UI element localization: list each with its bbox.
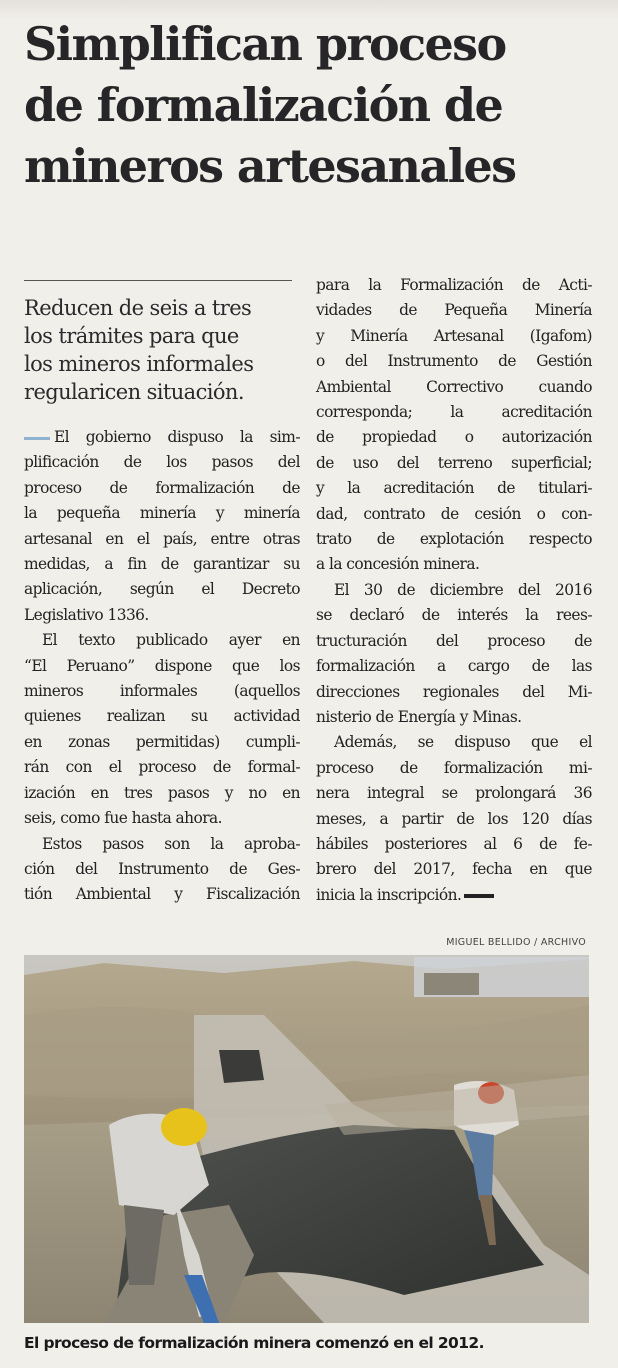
body-line: y la acreditación de titulari- bbox=[316, 479, 592, 498]
article-headline bbox=[24, 14, 604, 197]
body-line: seis, como fue hasta ahora. bbox=[24, 809, 223, 828]
body-line: trato de explotación respecto bbox=[316, 530, 592, 549]
body-line: nera integral se prolongará 36 bbox=[316, 784, 592, 803]
body-line: en zonas permitidas) cumpli- bbox=[24, 732, 300, 751]
body-line: corresponda; la acreditación bbox=[316, 403, 592, 422]
body-line: Ambiental Correctivo cuando bbox=[316, 377, 592, 396]
body-line: para la Formalización de Acti- bbox=[316, 276, 592, 294]
body-line: o del Instrumento de Gestión bbox=[316, 352, 592, 371]
deck-line: los mineros informales bbox=[24, 352, 254, 376]
body-line: ización en tres pasos y no en bbox=[24, 783, 300, 802]
deck-line: Reducen de seis a tres bbox=[24, 296, 252, 320]
body-line: tructuración del proceso de bbox=[316, 631, 592, 650]
body-line: El texto publicado ayer en bbox=[42, 631, 300, 650]
deck-divider bbox=[24, 280, 292, 281]
body-line: El gobierno dispuso la sim- bbox=[54, 428, 300, 446]
body-line: quienes realizan su actividad bbox=[24, 707, 300, 726]
body-line: Legislativo 1336. bbox=[24, 605, 149, 624]
body-column-2 bbox=[316, 273, 592, 908]
body-line: tión Ambiental y Fiscalización bbox=[24, 885, 300, 904]
distant-building bbox=[424, 973, 479, 995]
body-line: formalización a cargo de las bbox=[316, 657, 592, 676]
body-line: hábiles posteriores al 6 de fe- bbox=[316, 834, 592, 853]
body-line: plificación de los pasos del bbox=[24, 453, 300, 472]
body-line: inicia la inscripción. bbox=[316, 885, 462, 904]
headline-line: de formalización de bbox=[24, 78, 503, 132]
body-line: meses, a partir de los 120 días bbox=[316, 809, 592, 828]
body-line: de uso del terreno superficial; bbox=[316, 453, 592, 472]
body-line: rán con el proceso de formal- bbox=[24, 758, 300, 777]
body-line: de propiedad o autorización bbox=[316, 428, 592, 447]
body-line: se declaró de interés la rees- bbox=[316, 606, 592, 625]
article-deck bbox=[24, 294, 300, 406]
body-line: vidades de Pequeña Minería bbox=[316, 301, 592, 320]
photo-caption: El proceso de formalización minera comenzó en el 2012. bbox=[24, 1334, 484, 1352]
body-line: mineros informales (aquellos bbox=[24, 682, 300, 701]
photo-credit: MIGUEL BELLIDO / ARCHIVO bbox=[446, 937, 586, 948]
body-line: direcciones regionales del Mi- bbox=[316, 682, 592, 701]
mining-site-illustration bbox=[24, 955, 589, 1323]
body-line: medidas, a fin de garantizar su bbox=[24, 555, 300, 574]
body-line: El 30 de diciembre del 2016 bbox=[334, 580, 592, 599]
article-photo bbox=[24, 955, 589, 1323]
headline-line: mineros artesanales bbox=[24, 139, 516, 193]
body-line: dad, contrato de cesión o con- bbox=[316, 504, 592, 523]
yellow-helmet bbox=[161, 1108, 207, 1146]
body-line: la pequeña minería y minería bbox=[24, 504, 300, 523]
body-line: brero del 2017, fecha en que bbox=[316, 860, 592, 879]
deck-line: regularicen situación. bbox=[24, 380, 244, 404]
end-of-article-mark bbox=[464, 894, 494, 898]
body-line: y Minería Artesanal (Igafom) bbox=[316, 326, 592, 345]
body-line: nisterio de Energía y Minas. bbox=[316, 707, 522, 726]
body-line: artesanal en el país, entre otras bbox=[24, 529, 300, 548]
body-line: aplicación, según el Decreto bbox=[24, 580, 300, 599]
lead-marker bbox=[24, 437, 50, 440]
body-line: “El Peruano” dispone que los bbox=[24, 656, 300, 675]
body-column-1 bbox=[24, 425, 300, 908]
body-line: proceso de formalización mi- bbox=[316, 758, 592, 777]
body-line: Estos pasos son la aproba- bbox=[42, 834, 300, 853]
body-line: ción del Instrumento de Ges- bbox=[24, 859, 300, 878]
headline-line: Simplifican proceso bbox=[24, 17, 506, 71]
deck-line: los trámites para que bbox=[24, 324, 239, 348]
body-line: Además, se dispuso que el bbox=[334, 733, 592, 752]
body-line: a la concesión minera. bbox=[316, 555, 480, 574]
machine bbox=[219, 1050, 264, 1083]
body-line: proceso de formalización de bbox=[24, 478, 300, 497]
